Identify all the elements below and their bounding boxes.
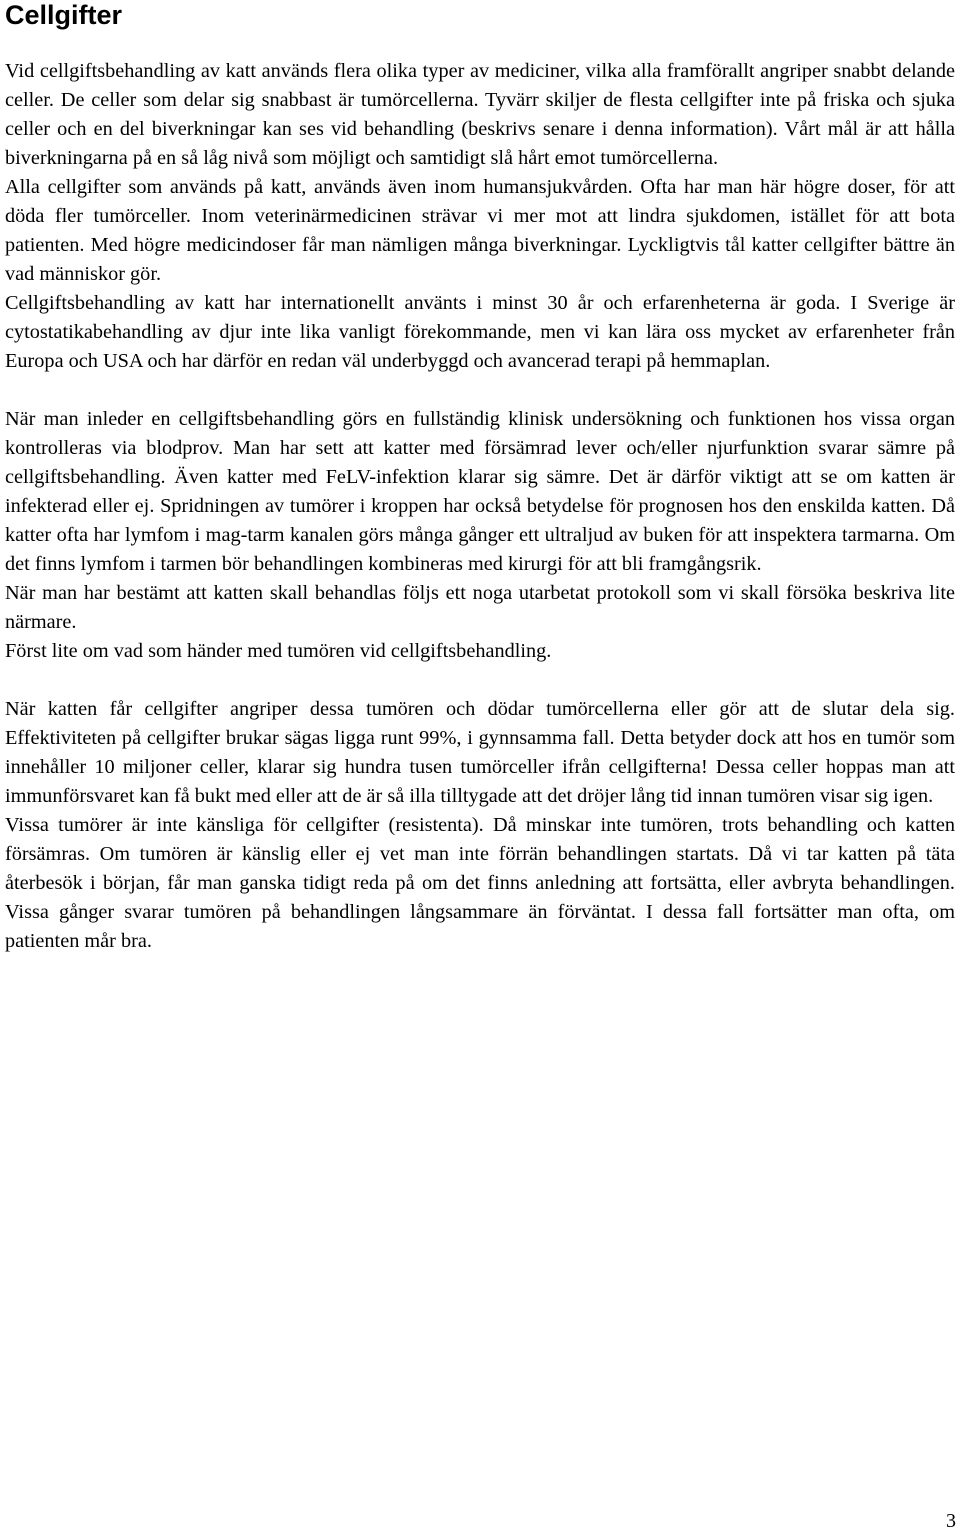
page-number: 3	[946, 1510, 956, 1532]
page-title: Cellgifter	[5, 0, 123, 30]
document-page	[5, 0, 955, 956]
paragraph-intro: Vid cellgiftsbehandling av katt används flera olika typer av mediciner, vilka alla framförallt angriper snabbt delande celler. De celler som delar sig snabbast är tumörcellerna. Tyvärr skiljer de flesta cellgifter inte på friska och sjuka celler och en del biverkningar kan ses vid behandling (beskrivs senare i denna information). Vårt mål är att hålla biverkningarna på en så låg nivå som möjligt och samtidigt slå hårt emot tumörcellerna.	[5, 60, 955, 169]
paragraph-tumor-intro: Först lite om vad som händer med tumören vid cellgiftsbehandling.	[5, 640, 552, 662]
paragraph-experience: Cellgiftsbehandling av katt har internationellt använts i minst 30 år och erfarenheterna är goda. I Sverige är cytostatikabehandling av djur inte lika vanligt förekommande, men vi kan lära oss mycket av erfarenheter från Europa och USA och har därför en redan väl underbyggd och avancerad terapi på hemmaplan.	[5, 292, 955, 372]
paragraph-human-care: Alla cellgifter som används på katt, används även inom humansjukvården. Ofta har man här högre doser, för att döda fler tumörceller. Inom veterinärmedicinen strävar vi mer mot att lindra sjukdomen, istället för att bota patienten. Med högre medicindoser får man nämligen många biverkningar. Lyckligtvis tål katter cellgifter bättre än vad människor gör.	[5, 176, 955, 285]
paragraph-effectiveness: När katten får cellgifter angriper dessa tumören och dödar tumörcellerna eller gör att de slutar dela sig. Effektiviteten på cellgifter brukar sägas ligga runt 99%, i gynnsamma fall. Detta betyder dock att hos en tumör som innehåller 10 miljoner celler, klarar sig hundra tusen tumörceller ifrån cellgifterna! Dessa celler hoppas man att immunförsvaret kan få bukt med eller att de är så illa tilltygade att det dröjer lång tid innan tumören visar sig igen.	[5, 698, 955, 807]
paragraph-examination: När man inleder en cellgiftsbehandling görs en fullständig klinisk undersökning och funktionen hos vissa organ kontrolleras via blodprov. Man har sett att katter med försämrad lever och/eller njurfunktion svarar sämre på cellgiftsbehandling. Även katter med FeLV-infektion klarar sig sämre. Det är därför viktigt att se om katten är infekterad eller ej. Spridningen av tumörer i kroppen har också betydelse för prognosen hos den enskilda katten. Då katter ofta har lymfom i mag-tarm kanalen görs många gånger ett ultraljud av buken för att inspektera tarmarna. Om det finns lymfom i tarmen bör behandlingen kombineras med kirurgi för att bli framgångsrik.	[5, 408, 955, 575]
paragraph-protocol: När man har bestämt att katten skall behandlas följs ett noga utarbetat protokoll som vi skall försöka beskriva lite närmare.	[5, 582, 955, 633]
paragraph-resistance: Vissa tumörer är inte känsliga för cellgifter (resistenta). Då minskar inte tumören, trots behandling och katten försämras. Om tumören är känslig eller ej vet man inte förrän behandlingen startats. Då vi tar katten på täta återbesök i början, får man ganska tidigt reda på om det finns anledning att fortsätta, eller avbryta behandlingen. Vissa gånger svarar tumören på behandlingen långsammare än förväntat. I dessa fall fortsätter man ofta, om patienten mår bra.	[5, 814, 955, 952]
